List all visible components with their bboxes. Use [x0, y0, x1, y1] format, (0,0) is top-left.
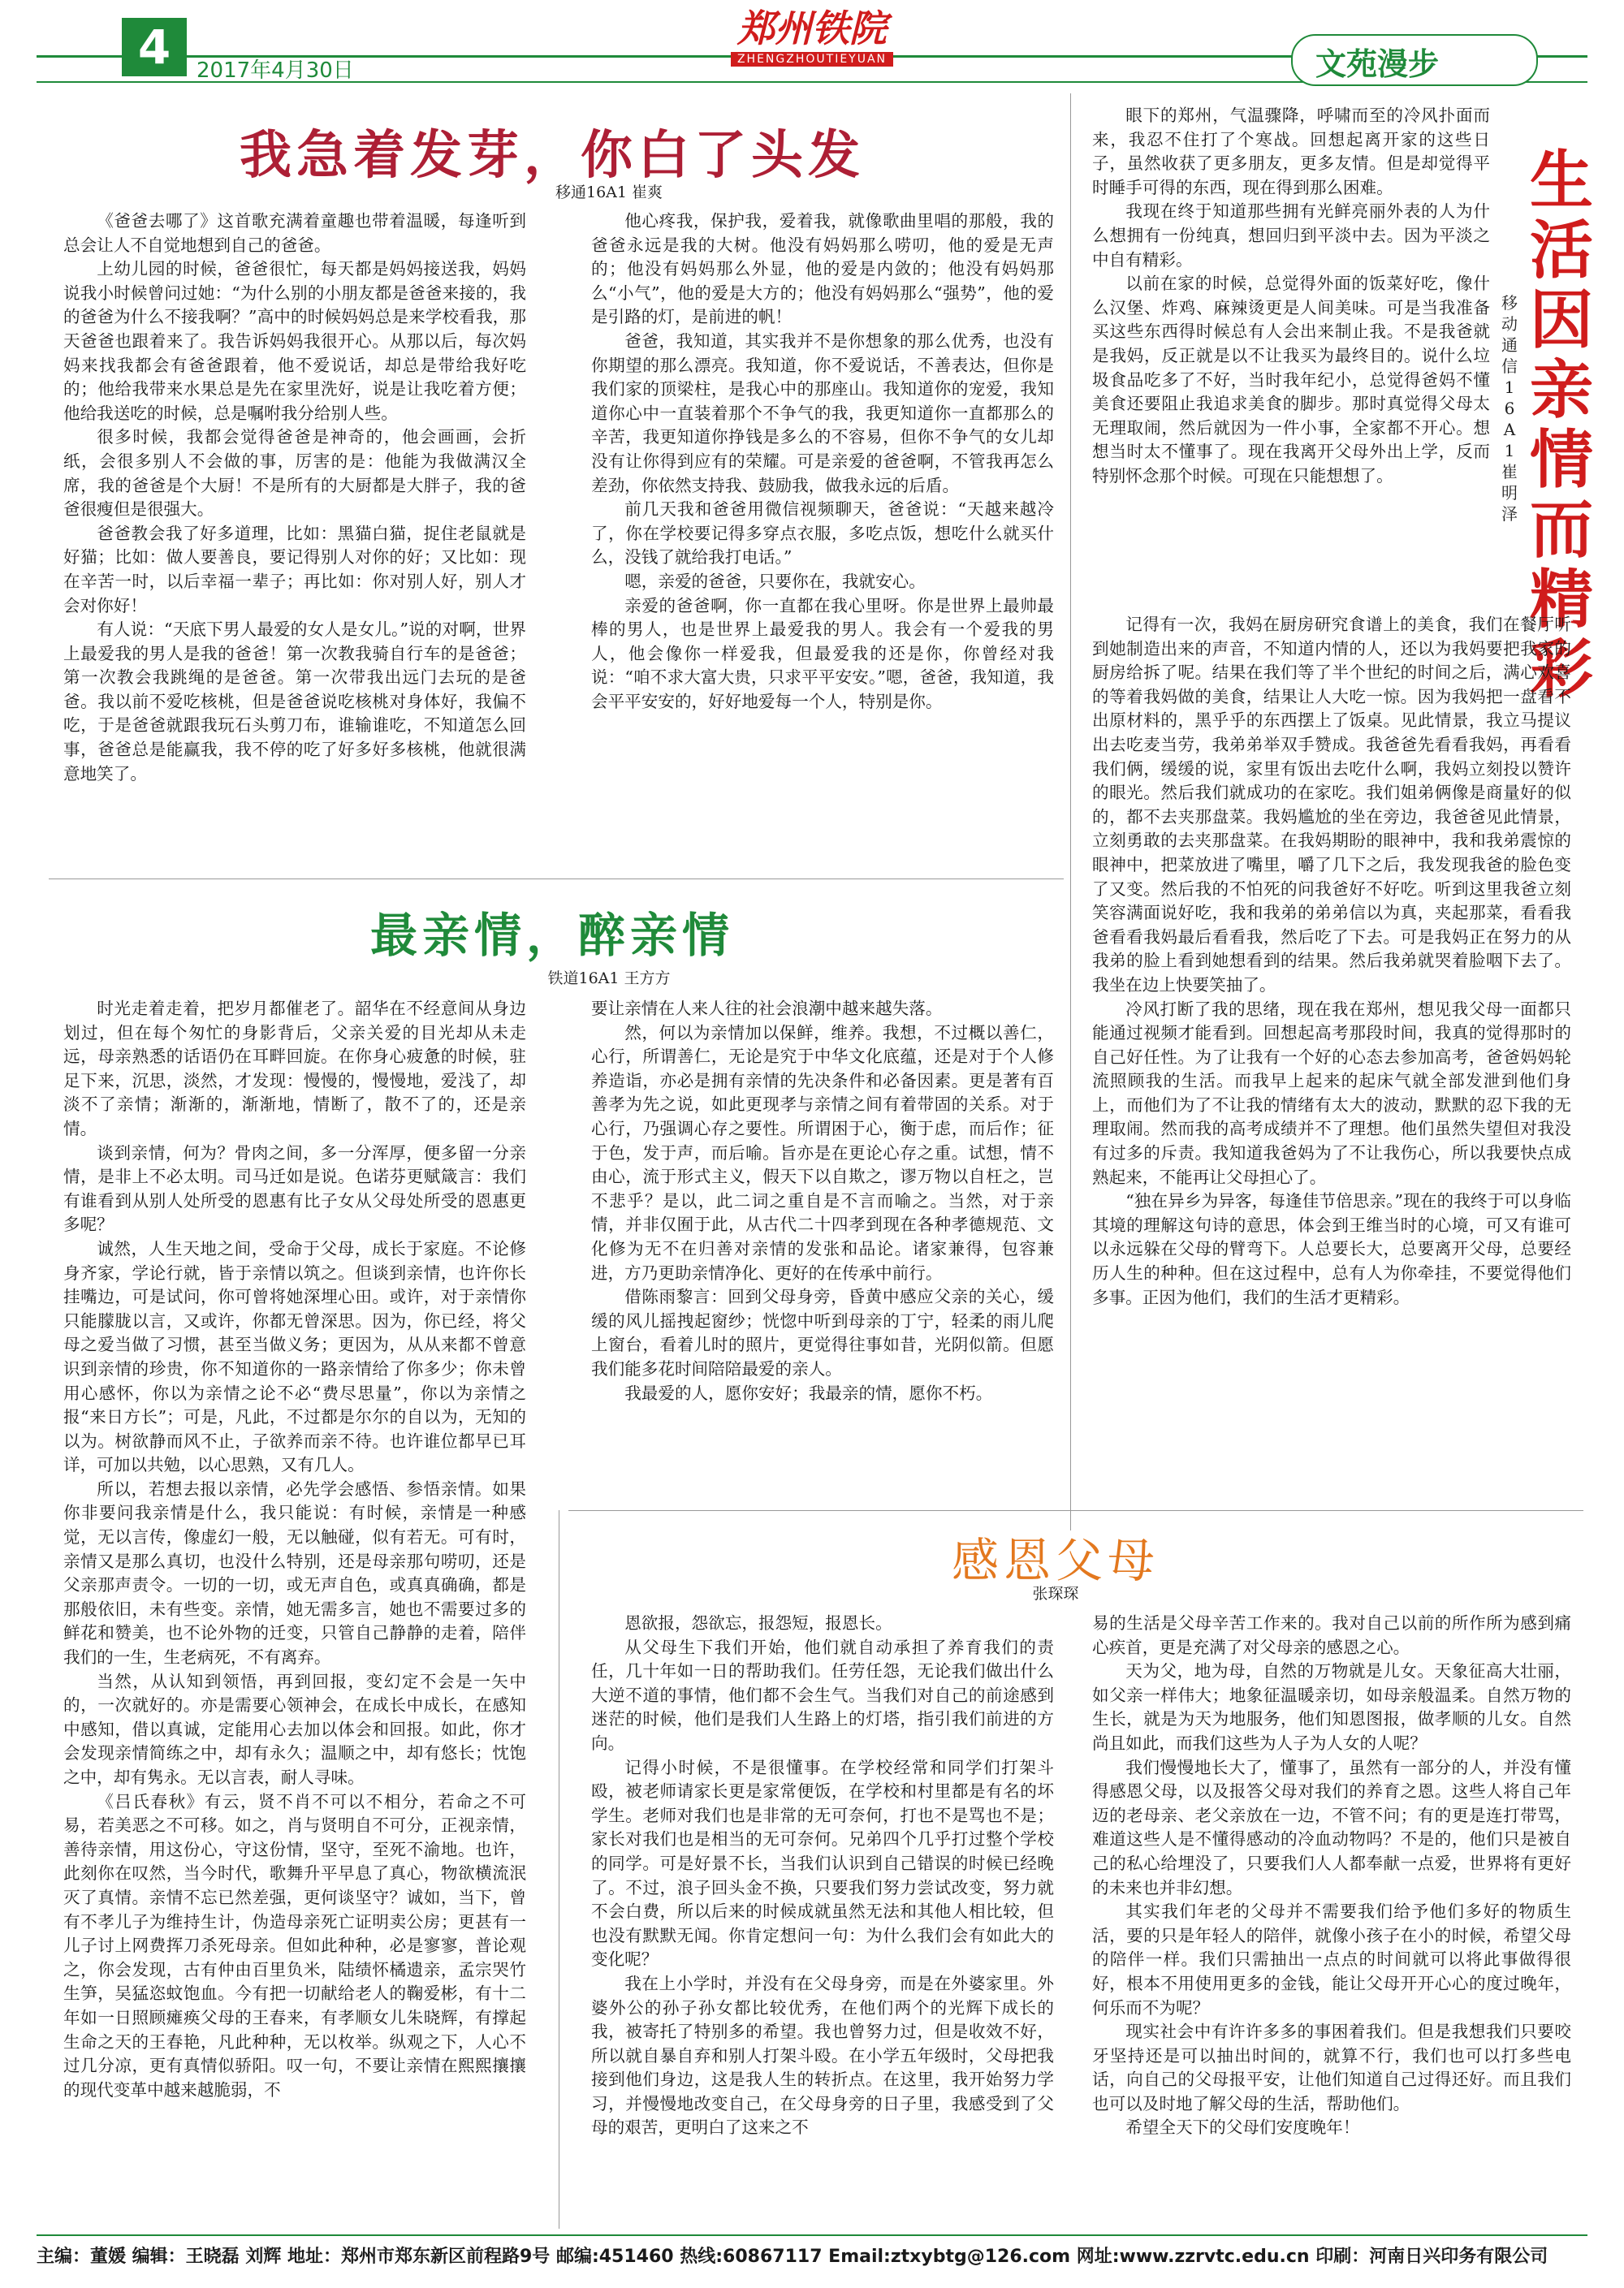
article3-column-top: [1092, 104, 1490, 489]
article2-byline: 铁道16A1 王方方: [547, 969, 671, 987]
paragraph: 诚然，人生天地之间，受命于父母，成长于家庭。不论修身齐家，学论行就，皆于亲情以筑之。但谈到亲情，也许你长挂嘴边，可是试问，你可曾将她深埋心田。或许，对于亲情你只能朦胧以言，又或许，你都无曾深思。因为，你已经，将父母之爱当做了习惯，甚至当做义务；更因为，从从来都不曾意识到亲情的珍贵，你不知道你的一路亲情给了你多少；你未曾用心感怀，你以为亲情之论不必“费尽思量”，你以为亲情之报“来日方长”；可是，凡此，不过都是尔尔的自以为，无知的以为。树欲静而风不止，子欲养而亲不待。也许谁位都早已耳详，可加以共勉，以心思熟，又有几人。: [63, 1238, 526, 1475]
column-divider: [1070, 93, 1071, 1530]
masthead-logo: [706, 6, 918, 67]
paragraph: 我在上小学时，并没有在父母身旁，而是在外婆家里。外婆外公的孙子孙女都比较优秀，在他们两个的光辉下成长的我，被寄托了特别多的希望。我也曾努力过，但是收效不好，所以就自暴自弃和别人打架斗殴。在小学五年级时，父母把我接到他们身边，这是我人生的转折点。在这里，我开始努力学习，并慢慢地改变自己，在父母身旁的日子里，我感受到了父母的艰苦，更明白了这来之不: [591, 1973, 1054, 2138]
article3-title: 生 活 因 亲 情 而 精 彩: [1529, 145, 1593, 706]
paragraph: 时光走着走着，把岁月都催老了。韶华在不经意间从身边划过，但在每个匆忙的身影背后，父亲关爱的目光却从未走远，母亲熟悉的话语仍在耳畔回旋。在你身心疲惫的时候，驻足下来，沉思，淡然，才发现：慢慢的，慢慢地，爱浅了，却淡不了亲情；渐渐的，渐渐地，情断了，散不了的，还是亲情。: [63, 999, 526, 1138]
article1-column-2: [591, 209, 1054, 714]
paragraph: 眼下的郑州，气温骤降，呼啸而至的冷风扑面而来，我忍不住打了个寒战。回想起离开家的这些日子，虽然收获了更多朋友，更多友情。但是却觉得平时睡手可得的东西，现在得到那么困难。: [1092, 106, 1490, 197]
article3-byline: 移 动 通 信 1 6 A 1 崔 明 泽: [1501, 293, 1518, 524]
paragraph: 恩欲报，怨欲忘，报怨短，报恩长。: [624, 1613, 892, 1633]
paragraph: 以前在家的时候，总觉得外面的饭菜好吃，像什么汉堡、炸鸡、麻辣烫更是人间美味。可是当我准备买这些东西得时候总有人会出来制止我。不是我爸就是我妈，反正就是以不让我买为最终目的。说什么垃圾食品吃多了不好，当时我年纪小，总觉得爸妈不懂美食还要阻止我追求美食的脚步。那时真觉得父母太无理取闹，然后就因为一件小事，全家都不开心。想想当时太不懂事了。现在我离开父母外出上学，反而特别怀念那个时候。可现在只能想想了。: [1092, 274, 1490, 486]
paragraph: 谈到亲情，何为？骨肉之间，多一分浑厚，便多留一分亲情，是非上不必太明。司马迁如是说。色诺芬更赋箴言：我们有谁看到从别人处所受的恩惠有比子女从父母处所受的恩惠更多呢？: [63, 1142, 526, 1235]
paragraph: 当然，从认知到领悟，再到回报，变幻定不会是一矢中的，一次就好的。亦是需要心领神会，在成长中成长，在感知中感知，借以真诚，定能用心去加以体会和回报。如此，你才会发现亲情简练之中，却有永久；温顺之中，却有悠长；忱饱之中，却有隽永。无以言表，耐人寻味。: [63, 1671, 526, 1787]
paragraph: 爸爸教会我了好多道理，比如：黑猫白猫，捉住老鼠就是好猫；比如：做人要善良，要记得别人对你的好；又比如：现在辛苦一时，以后幸福一辈子；再比如：你对别人好，别人才会对你好！: [63, 523, 526, 615]
paragraph: 亲爱的爸爸啊，你一直都在我心里呀。你是世界上最帅最棒的男人，也是世界上最爱我的男人。我会有一个爱我的男人，他会像你一样爱我，但最爱我的还是你，你曾经对我说：“咱不求大富大贵，只求平平安安。”嗯，爸爸，我知道，我会平平安安的，好好地爱每一个人，特别是你。: [591, 595, 1054, 711]
article3-column-bottom: [1092, 613, 1571, 1310]
article1-column-1: [63, 209, 526, 786]
paragraph: 嗯，亲爱的爸爸，只要你在，我就安心。: [624, 571, 926, 591]
paragraph: 从父母生下我们开始，他们就自动承担了养育我们的责任，几十年如一日的帮助我们。任劳任怨，无论我们做出什么大逆不道的事情，他们都不会生气。当我们对自己的前途感到迷茫的时候，他们是我们人生路上的灯塔，指引我们前进的方向。: [591, 1637, 1054, 1753]
paragraph: 易的生活是父母辛苦工作来的。我对自己以前的所作所为感到痛心疾首，更是充满了对父母亲的感恩之心。: [1092, 1613, 1571, 1657]
section-name: 文苑漫步: [1315, 46, 1440, 82]
article4-column-1: [591, 1612, 1054, 2140]
paragraph: 《爸爸去哪了》这首歌充满着童趣也带着温暖，每逢听到总会让人不自觉地想到自己的爸爸。: [63, 211, 526, 255]
issue-date: 2017年4月30日: [197, 58, 354, 83]
article2-column-2: [591, 997, 1054, 1405]
footer-imprint: 主编：董媛 编辑：王晓磊 刘辉 地址：郑州市郑东新区前程路9号 邮编:451460 热线:60867117 Email:ztxybtg@126.com 网址:www.zzrvtc.edu.cn 印刷：河南日兴印务有限公司: [37, 2247, 1548, 2267]
article-divider: [568, 1510, 1583, 1511]
paragraph: 记得有一次，我妈在厨房研究食谱上的美食，我们在餐厅听到她制造出来的声音，不知道内情的人，还以为我妈要把我家的厨房给拆了呢。结果在我们等了半个世纪的时间之后，满心欢喜的等着我妈做的美食，结果让人大吃一惊。因为我妈把一盘看不出原材料的，黑乎乎的东西摆上了饭桌。见此情景，我立马提议出去吃麦当劳，我弟弟举双手赞成。我爸爸先看看我妈，再看看我们俩，缓缓的说，家里有饭出去吃什么啊，我妈立刻投以赞许的眼光。然后我们就成功的在家吃。我们姐弟俩像是商量好的似的，都不去夹那盘菜。我妈尴尬的坐在旁边，我爸爸见此情景，立刻勇敢的去夹那盘菜。在我妈期盼的眼神中，我和我弟震惊的眼神中，把菜放进了嘴里，嚼了几下之后，我发现我爸的脸色变了又变。然后我的不怕死的问我爸好不好吃。听到这里我爸立刻笑容满面说好吃，我和我弟的弟弟信以为真，夹起那菜，看看我爸看看我妈最后看看我，然后吃了下去。可是我妈正在努力的从我弟的脸上看到她想看到的结果。然后我弟就哭着脸咽下去了。我坐在边上快要笑抽了。: [1092, 615, 1571, 995]
article2-title: 最亲情，醉亲情: [369, 908, 734, 963]
paragraph: 他心疼我，保护我，爱着我，就像歌曲里唱的那般，我的爸爸永远是我的大树。他没有妈妈那么唠叨，他的爱是无声的；他没有妈妈那么外显，他的爱是内敛的；他没有妈妈那么“小气”，他的爱是大方的；他没有妈妈那么“强势”，他的爱是引路的灯，是前进的帆！: [591, 211, 1054, 327]
footer-rule: [37, 2234, 1587, 2236]
paragraph: 冷风打断了我的思绪，现在我在郑州，想见我父母一面都只能通过视频才能看到。回想起高考那段时间，我真的觉得那时的自己好任性。为了让我有一个好的心态去参加高考，爸爸妈妈轮流照顾我的生活。而我早上起来的起床气就全部发泄到他们身上，而他们为了不让我的情绪有太大的波动，默默的忍下我的无理取闹。然而我的高考成绩并不了理想。他们虽然失望但对我没有过多的斥责。我知道我爸妈为了不让我伤心，所以我要快点成熟起来，不能再让父母担心了。: [1092, 999, 1571, 1187]
masthead-title: 郑州铁院: [737, 6, 887, 50]
paragraph: 所以，若想去报以亲情，必先学会感悟、参悟亲情。如果你非要问我亲情是什么，我只能说：有时候，亲情是一种感觉，无以言传，像虚幻一般，无以触碰，似有若无。可有时，亲情又是那么真切，也没什么特别，还是母亲那句唠叨，还是父亲那声责令。一切的一切，或无声自色，或真真确确，都是那般依旧，未有些变。亲情，她无需多言，她也不需要过多的鲜花和赞美，也不论外物的迁变，只管自己静静的走着，陪伴我们的一生，生老病死，不有离弃。: [63, 1479, 526, 1668]
paragraph: 要让亲情在人来人往的社会浪潮中越来越失落。: [591, 999, 943, 1018]
paragraph: 天为父，地为母，自然的万物就是儿女。天象征高大壮丽，如父亲一样伟大；地象征温暖亲切，如母亲般温柔。自然万物的生长，就是为天为地服务，他们知恩图报，做孝顺的儿女。自然尚且如此，而我们这些为人子为人女的人呢？: [1092, 1661, 1571, 1753]
paragraph: 《吕氏春秋》有云，贤不肖不可以不相分，若命之不可易，若美恶之不可移。如之，肖与贤明自不可分，正视亲情，善待亲情，用这份心，守这份情，坚守，至死不渝地。也许，此刻你在叹然，当今时代，歌舞升平早息了真心，物欲横流泯灭了真情。亲情不忘已然差强，更何谈坚守？诚如，当下，曾有不孝儿子为维持生计，伪造母亲死亡证明卖公房；更甚有一儿子讨上网费挥刀杀死母亲。但如此种种，必是寥寥，普论观之，你会发现，古有仲由百里负米，陆绩怀橘遗亲，孟宗哭竹生笋，吴猛恣蚊饱血。今有把一切献给老人的鞠爱彬，有十二年如一日照顾瘫痪父母的王春来，有孝顺女儿朱晓辉，有撑起生命之天的王春艳，凡此种种，无以枚举。纵观之下，人心不过几分凉，更有真情似骄阳。叹一句，不要让亲情在熙熙攘攘的现代变革中越来越脆弱，不: [63, 1791, 526, 2100]
article4-byline: 张琛琛: [1032, 1585, 1079, 1603]
paragraph: 希望全天下的父母们安度晚年！: [1125, 2117, 1360, 2138]
paragraph: 前几天我和爸爸用微信视频聊天，爸爸说：“天越来越冷了，你在学校要记得多穿点衣服，多吃点饭，想吃什么就买什么，没钱了就给我打电话。”: [591, 499, 1054, 568]
article4-column-2: [1092, 1612, 1571, 2140]
page-number: 4: [122, 18, 187, 76]
paragraph: 借陈雨黎言：回到父母身旁，昏黄中感应父亲的关心，缓缓的风儿摇拽起窗纱；恍惚中听到母亲的丁宁，轻柔的雨儿爬上窗台，看着儿时的照片，更觉得往事如昔，光阴似箭。但愿我们能多花时间陪陪最爱的亲人。: [591, 1287, 1054, 1379]
paragraph: 记得小时候，不是很懂事。在学校经常和同学们打架斗殴，被老师请家长更是家常便饭，在学校和村里都是有名的坏学生。老师对我们也是非常的无可奈何，打也不是骂也不是；家长对我们也是相当的无可奈何。兄弟四个几乎打过整个学校的同学。可是好景不长，当我们认识到自己错误的时候已经晚了。不过，浪子回头金不换，只要我们努力尝试改变，努力就不会白费，所以后来的时候成就虽然无法和其他人相比较，但也没有默默无闻。你肯定想问一句：为什么我们会有如此大的变化呢？: [591, 1757, 1054, 1970]
paragraph: 我们慢慢地长大了，懂事了，虽然有一部分的人，并没有懂得感恩父母，以及报答父母对我们的养育之恩。这些人将自己年迈的老母亲、老父亲放在一边，不管不问；有的更是连打带骂，难道这些人是不懂得感动的冷血动物吗？不是的，他们只是被自己的私心给埋没了，只要我们人人都奉献一点爱，世界将有更好的未来也并非幻想。: [1092, 1757, 1571, 1897]
article2-column-1: [63, 997, 526, 2102]
paragraph: 现实社会中有许许多多的事困着我们。但是我想我们只要咬牙坚持还是可以抽出时间的，就算不行，我们也可以打多些电话，向自己的父母报平安，让他们知道自己过得还好。而且我们也可以及时地了解父母的生活，帮助他们。: [1092, 2022, 1571, 2113]
paragraph: 上幼儿园的时候，爸爸很忙，每天都是妈妈接送我，妈妈说我小时候曾问过她：“为什么别的小朋友都是爸爸来接的，我的爸爸为什么不接我啊？”高中的时候妈妈总是来学校看我，那天爸爸也跟着来了。我告诉妈妈我很开心。从那以后，每次妈妈来找我都会有爸爸跟着，他不爱说话，却总是带给我好吃的；他给我带来水果总是先在家里洗好，说是让我吃着方便；他给我送吃的时候，总是嘱咐我分给别人些。: [63, 259, 526, 423]
masthead-subtitle: ZHENGZHOUTIEYUAN: [731, 52, 893, 67]
paragraph: 其实我们年老的父母并不需要我们给予他们多好的物质生活，要的只是年轻人的陪伴，就像小孩子在小的时候，希望父母的陪伴一样。我们只需抽出一点点的时间就可以将此事做得很好，根本不用使用更多的金钱，能让父母开开心心的度过晚年，何乐而不为呢？: [1092, 1902, 1571, 2018]
paragraph: 我现在终于知道那些拥有光鲜亮丽外表的人为什么想拥有一份纯真，想回归到平淡中去。因为平淡之中自有精彩。: [1092, 201, 1490, 270]
article1-byline: 移通16A1 崔爽: [555, 183, 663, 201]
article4-title: 感恩父母: [951, 1533, 1160, 1588]
paragraph: 然，何以为亲情加以保鲜，维养。我想，不过概以善仁，心行，所谓善仁，无论是究于中华文化底蕴，还是对于个人修养造诣，亦必是拥有亲情的先决条件和必备因素。更是著有百善孝为先之说，如此更现孝与亲情之间有着带固的关系。对于心行，乃强调心存之要性。所谓困于心，衡于虑，而后作；征于色，发于声，而后喻。旨亦是在更论心存之重。试想，情不由心，流于形式主义，假天下以自欺之，谬万物以自枉之，岂不悲乎？是以，此二词之重自是不言而喻之。当然，对于亲情，并非仅囿于此，从古代二十四孝到现在各种孝德规范、文化修为无不在归善对亲情的发张和品论。诸家兼得，包容兼进，方乃更助亲情净化、更好的在传承中前行。: [591, 1022, 1054, 1283]
paragraph: 爸爸，我知道，其实我并不是你想象的那么优秀，也没有你期望的那么漂亮。我知道，你不爱说话，不善表达，但你是我们家的顶梁柱，是我心中的那座山。我知道你的宠爱，我知道你心中一直装着那个不争气的我，我更知道你一直都那么的辛苦，我更知道你挣钱是多么的不容易，但你不争气的女儿却没有让你得到应有的荣耀。可是亲爱的爸爸啊，不管我再怎么差劲，你依然支持我、鼓励我，做我永远的后盾。: [591, 330, 1054, 495]
paragraph: “独在异乡为异客，每逢佳节倍思亲。”现在的我终于可以身临其境的理解这句诗的意思，体会到王维当时的心境，可又有谁可以永远躲在父母的臂弯下。人总要长大，总要离开父母，总要经历人生的种种。但在这过程中，总有人为你牵挂，不要觉得他们多事。正因为他们，我们的生活才更精彩。: [1092, 1191, 1571, 1307]
paragraph: 很多时候，我都会觉得爸爸是神奇的，他会画画，会折纸，会很多别人不会做的事，厉害的是：他能为我做满汉全席，我的爸爸是个大厨！不是所有的大厨都是大胖子，我的爸爸很瘦但是很强大。: [63, 427, 526, 520]
paragraph: 有人说：“天底下男人最爱的女人是女儿。”说的对啊，世界上最爱我的男人是我的爸爸！第一次教我骑自行车的是爸爸；第一次教会我跳绳的是爸爸。第一次带我出远门去玩的是爸爸。我以前不爱吃核桃，但是爸爸说吃核桃对身体好，我偏不吃，于是爸爸就跟我玩石头剪刀布，谁输谁吃，不知道怎么回事，爸爸总是能赢我，我不停的吃了好多好多核桃，他就很满意地笑了。: [63, 619, 526, 784]
article1-title: 我急着发芽，你白了头发: [240, 126, 865, 186]
paragraph: 我最爱的人，愿你安好；我最亲的情，愿你不朽。: [624, 1383, 993, 1403]
